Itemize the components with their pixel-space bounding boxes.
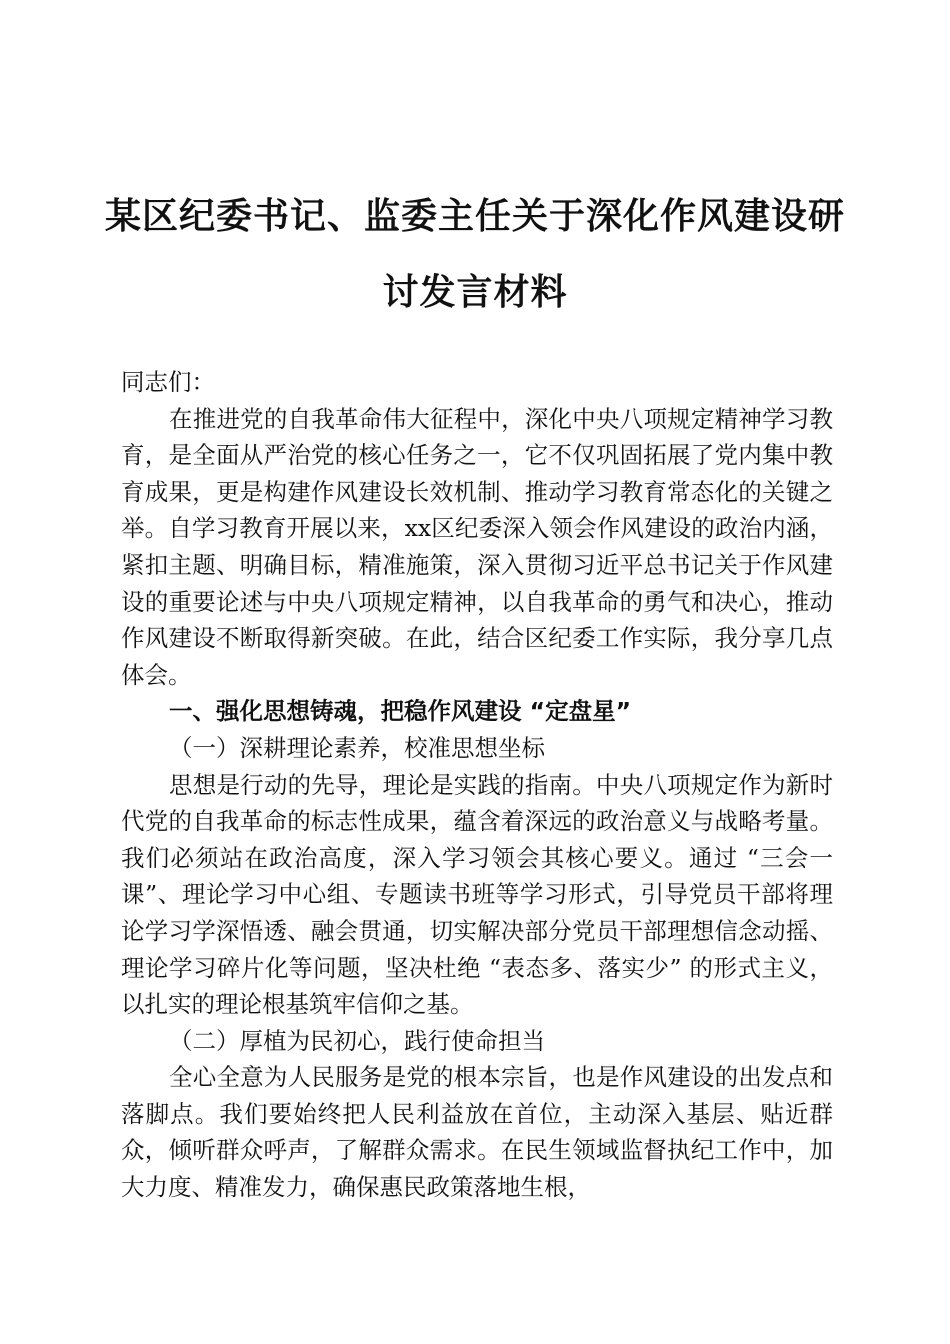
subsection-2-paragraph: 全心全意为人民服务是党的根本宗旨，也是作风建设的出发点和落脚点。我们要始终把人民利益放在首位，主动深入基层、贴近群众，倾听群众呼声，了解群众需求。在民生领域监督执纪工作中，加大力度、精准发力，确保惠民政策落地生根， xyxy=(121,1063,833,1202)
intro-paragraph: 在推进党的自我革命伟大征程中，深化中央八项规定精神学习教育，是全面从严治党的核心任务之一，它不仅巩固拓展了党内集中教育成果，更是构建作风建设长效机制、推动学习教育常态化的关键之举。自学习教育开展以来，xx区纪委深入领会作风建设的政治内涵，紧扣主题、明确目标，精准施策，深入贯彻习近平总书记关于作风建设的重要论述与中央八项规定精神，以自我革命的勇气和决心，推动作风建设不断取得新突破。在此，结合区纪委工作实际，我分享几点体会。 xyxy=(121,404,833,689)
document-title-line-1: 某区纪委书记、监委主任关于深化作风建设研 xyxy=(104,195,845,237)
document-body xyxy=(121,364,833,1206)
subsection-2-heading: （二）厚植为民初心，践行使命担当 xyxy=(169,1026,545,1055)
document-title-line-2: 讨发言材料 xyxy=(382,271,568,313)
subsection-1-heading: （一）深耕理论素养，校准思想坐标 xyxy=(169,733,545,762)
salutation: 同志们： xyxy=(121,368,215,396)
subsection-1-paragraph: 思想是行动的先导，理论是实践的指南。中央八项规定作为新时代党的自我革命的标志性成果，蕴含着深远的政治意义与战略考量。我们必须站在政治高度，深入学习领会其核心要义。通过 “三会一课”、理论学习中心组、专题读书班等学习形式，引导党员干部将理论学习学深悟透、融会贯通，切实解决部分党员干部理想信念动摇、理论学习碎片化等问题，坚决杜绝 “表态多、落实少” 的形式主义，以扎实的理论根基筑牢信仰之基。 xyxy=(121,770,833,1019)
section-1-heading: 一、强化思想铸魂，把稳作风建设 “定盘星” xyxy=(169,697,632,726)
